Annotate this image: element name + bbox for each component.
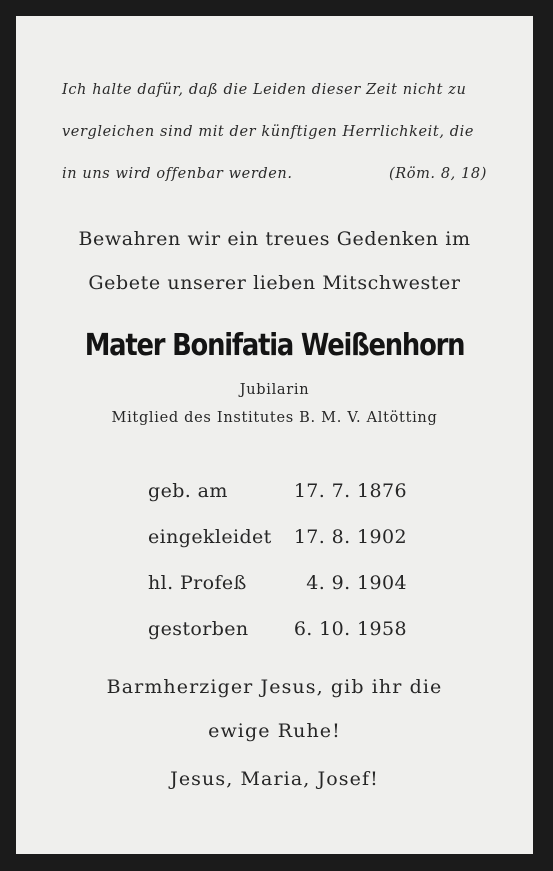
institute-affiliation: Mitglied des Institutes B. M. V. Altötting [111,410,438,426]
memorial-card [16,16,533,854]
date-label-investiture: eingekleidet [148,526,272,548]
date-label-birth: geb. am [148,480,228,502]
verse-line-3: in uns wird offenbar werden. [62,166,293,182]
prayer-line-2: ewige Ruhe! [208,720,341,742]
verse-line-1: Ich halte dafür, daß die Leiden dieser Zeit nicht zu [62,82,467,98]
jubilee-title: Jubilarin [239,382,310,398]
verse-line-2: vergleichen sind mit der künftigen Herrlichkeit, die [62,124,475,140]
date-value-investiture: 17. 8. 1902 [293,526,407,548]
verse-reference: (Röm. 8, 18) [388,166,487,182]
deceased-name: Mater Bonifatia Weißenhorn [84,328,465,363]
date-value-death: 6. 10. 1958 [293,618,407,640]
intro-line-1: Bewahren wir ein treues Gedenken im [78,228,471,250]
date-label-death: gestorben [148,618,249,640]
date-label-profession: hl. Profeß [148,572,247,594]
date-value-birth: 17. 7. 1876 [293,480,407,502]
prayer-line-1: Barmherziger Jesus, gib ihr die [106,676,443,698]
intro-line-2: Gebete unserer lieben Mitschwester [88,272,461,294]
date-value-profession: 4. 9. 1904 [306,572,407,594]
final-invocation: Jesus, Maria, Josef! [170,768,379,790]
